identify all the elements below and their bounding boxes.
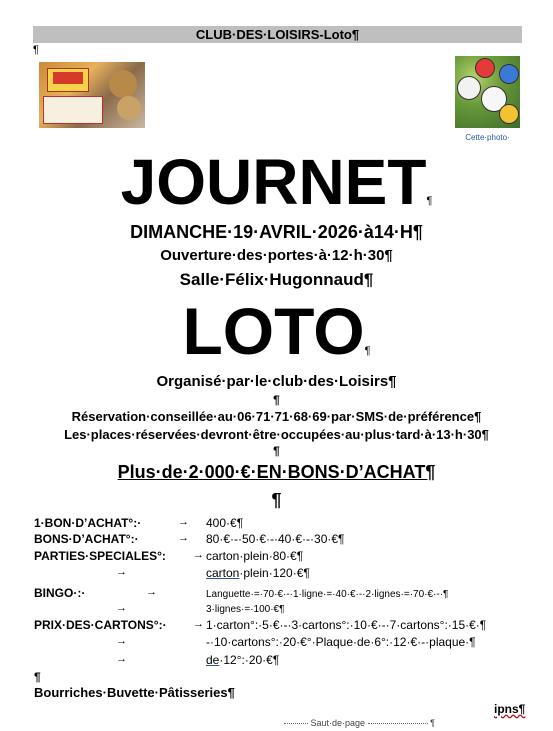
paragraph-mark: ¶ — [33, 44, 39, 56]
bon1-value: 400·€¶ — [206, 516, 244, 530]
tab-arrow: → — [116, 566, 127, 578]
image-caption: Cette·photo· — [465, 133, 510, 142]
speciales-value-1: carton·plein·80·€¶ — [206, 549, 304, 563]
event-date: DIMANCHE·19·AVRIL·2026·à14·H¶ — [130, 222, 423, 242]
page-break-marker: Saut·de·page ¶ — [284, 716, 435, 731]
extras-line: Bourriches·Buvette·Pâtisseries¶ — [34, 685, 235, 700]
organizer: Organisé·par·le·club·des·Loisirs¶ — [156, 373, 397, 390]
loto-tickets-image — [39, 62, 145, 128]
cartons-value-1: 1·carton°:·5·€·-·3·cartons°:·10·€·-·7·cartons°:·15·€·¶ — [206, 618, 487, 632]
ipns-mark: ipns¶ — [494, 702, 526, 716]
speciales-value-2: carton·plein·120·€¶ — [206, 566, 310, 580]
tab-arrow: → — [193, 549, 204, 561]
tab-arrow: → — [146, 586, 157, 598]
bingo-value-1: Languette·=·70·€·-·1·ligne·=·40·€·-·2·lignes·=·70·€·-·¶ — [206, 589, 449, 600]
paragraph-mark: ¶ — [364, 345, 371, 357]
reserved-seats-note: Les·places·réservées·devront·être·occupées·au·plus·tard·à·13·h·30¶ — [64, 427, 489, 442]
opening-time: Ouverture·des·portes·à·12·h·30¶ — [160, 247, 393, 264]
tab-arrow: → — [178, 532, 189, 544]
tab-arrow: → — [116, 602, 127, 614]
cartons-label: PRIX·DES·CARTONS°:· — [34, 618, 167, 632]
paragraph-mark: ¶ — [273, 444, 280, 458]
cartons-value-3: de·12°:·20·€¶ — [206, 653, 280, 667]
cartons-value-2: -·10·cartons°:·20·€°·Plaque·de·6°:·12·€·-·plaque·¶ — [206, 635, 476, 649]
bingo-value-2: 3·lignes·=·100·€¶ — [206, 604, 285, 615]
paragraph-mark: ¶ — [430, 718, 435, 728]
bon1-label: 1·BON·D’ACHAT°:· — [34, 516, 142, 530]
prize-headline: Plus·de·2·000·€·EN·BONS·D’ACHAT¶ — [117, 462, 436, 482]
paragraph-mark: ¶ — [34, 670, 41, 684]
header-title: CLUB·DES·LOISIRS-Loto¶ — [33, 26, 522, 43]
speciales-label: PARTIES·SPECIALES°: — [34, 549, 166, 563]
paragraph-mark: ¶ — [271, 490, 282, 510]
journet-title: JOURNET¶ — [120, 146, 433, 218]
tab-arrow: → — [116, 653, 127, 665]
tab-arrow: → — [193, 618, 204, 630]
bons-values: 80·€·-·50·€·-·40·€·-·30·€¶ — [206, 532, 345, 546]
bingo-label: BINGO·:· — [34, 586, 86, 600]
paragraph-mark: ¶ — [273, 393, 280, 407]
bons-label: BONS·D’ACHAT°:· — [34, 532, 139, 546]
tab-arrow: → — [178, 516, 189, 528]
bingo-balls-image — [455, 56, 520, 128]
loto-title: LOTO¶ — [182, 294, 371, 368]
paragraph-mark: ¶ — [426, 195, 433, 207]
reservation-info: Réservation·conseillée·au·06·71·71·68·69·par·SMS·de·préférence¶ — [71, 409, 482, 424]
venue: Salle·Félix·Hugonnaud¶ — [179, 270, 374, 289]
tab-arrow: → — [116, 635, 127, 647]
